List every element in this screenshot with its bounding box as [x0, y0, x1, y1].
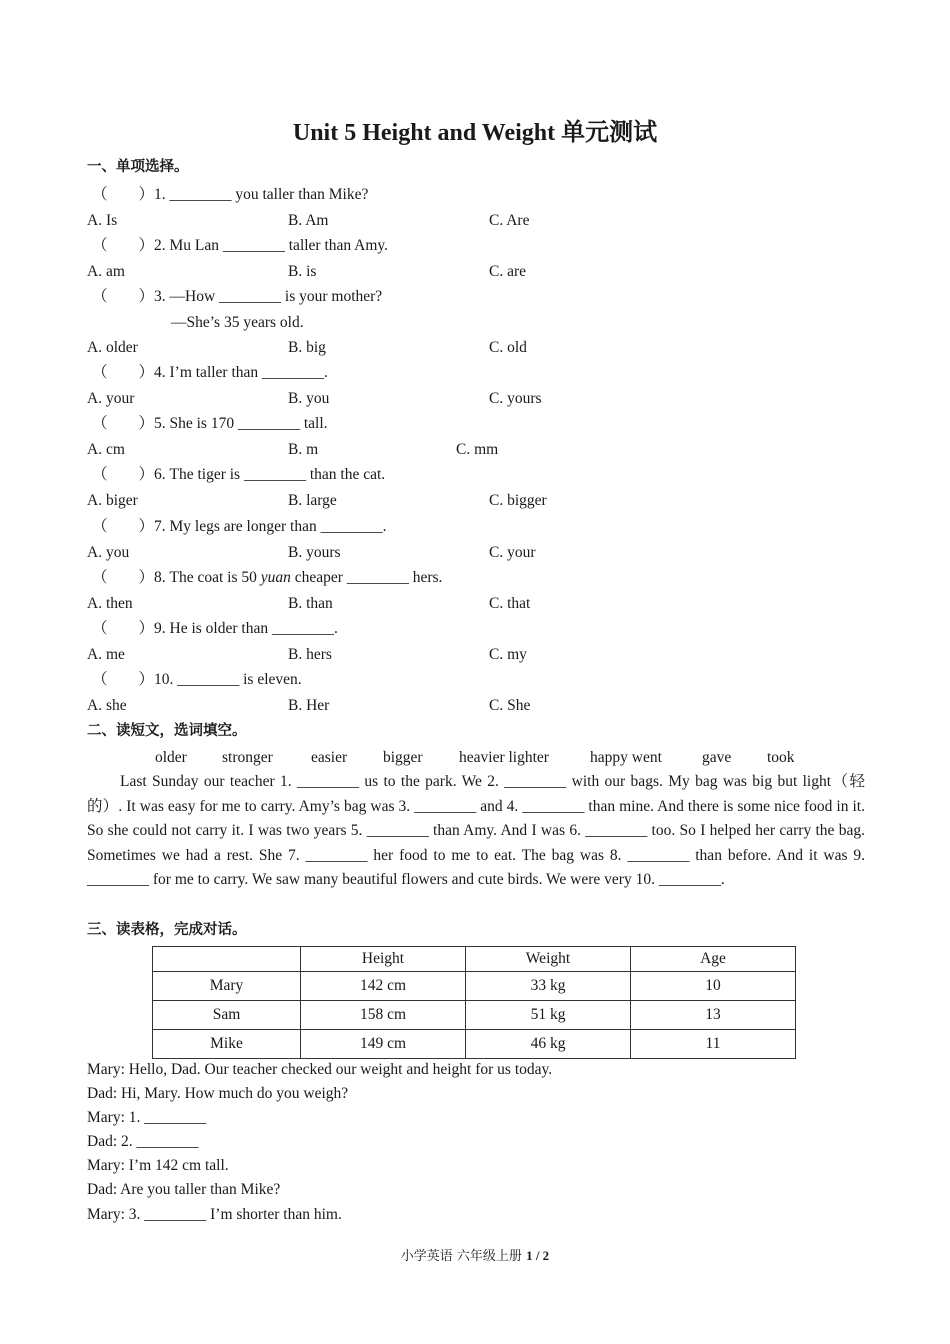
- question-9-option-b: B. hers: [288, 646, 332, 663]
- table-cell: 158 cm: [301, 1001, 466, 1030]
- table-cell: 33 kg: [466, 972, 631, 1001]
- dialogue-line: Dad: Are you taller than Mike?: [87, 1181, 281, 1198]
- word-bank-item: gave: [702, 749, 732, 766]
- question-2-option-c: C. are: [489, 263, 527, 280]
- question-5-option-b: B. m: [288, 441, 319, 458]
- question-6-option-b: B. large: [288, 492, 337, 509]
- question-4-option-b: B. you: [288, 390, 330, 407]
- question-1-option-c: C. Are: [489, 212, 530, 229]
- question-6-option-a: A. biger: [87, 492, 138, 509]
- table-cell: 13: [631, 1001, 796, 1030]
- table-cell: 142 cm: [301, 972, 466, 1001]
- question-9-option-c: C. my: [489, 646, 527, 663]
- word-bank-item: took: [767, 749, 795, 766]
- question-9-stem: （ ）9. He is older than ________.: [92, 620, 338, 637]
- question-1-option-b: B. Am: [288, 212, 329, 229]
- question-4-option-c: C. yours: [489, 390, 542, 407]
- table-row: [153, 1001, 796, 1030]
- question-8-option-a: A. then: [87, 595, 133, 612]
- question-10-option-a: A. she: [87, 697, 127, 714]
- word-bank-item: bigger: [383, 749, 423, 766]
- question-3-option-c: C. old: [489, 339, 527, 356]
- word-bank-item: heavier lighter: [459, 749, 549, 766]
- question-9-option-a: A. me: [87, 646, 125, 663]
- info-table: [152, 946, 796, 1059]
- question-5-option-a: A. cm: [87, 441, 125, 458]
- question-1-option-a: A. Is: [87, 212, 118, 229]
- page-footer: 小学英语 六年级上册 1 / 2: [400, 1248, 550, 1264]
- table-header-cell: Age: [631, 947, 796, 972]
- page-title: Unit 5 Height and Weight 单元测试: [292, 120, 658, 146]
- section-3-heading: 三、读表格，完成对话。: [87, 922, 247, 938]
- table-cell: Mary: [153, 972, 301, 1001]
- question-2-stem: （ ）2. Mu Lan ________ taller than Amy.: [92, 237, 389, 254]
- table-cell: Sam: [153, 1001, 301, 1030]
- question-3-stem: （ ）3. —How ________ is your mother?: [92, 288, 383, 305]
- table-row: [153, 1030, 796, 1059]
- table-cell: 51 kg: [466, 1001, 631, 1030]
- reading-passage: Last Sunday our teacher 1. ________ us to the park. We 2. ________ with our bags. My bag was big but light（轻的）. It was easy for me to carry. Amy’s bag was 3. ________ and 4. ________ than mine. And there is some nice food in it. So she could not carry it. I was two years 5. ________ than Amy. And I was 6. ________ too. So I helped her carry the bag. Sometimes we had a rest. She 7. ________ her food to me to eat. The bag was 8. ________ than before. And it was 9. ________ for me to carry. We saw many beautiful flowers and cute birds. We were very 10. ________.: [87, 773, 865, 889]
- question-8-option-b: B. than: [288, 595, 333, 612]
- question-1-stem: （ ）1. ________ you taller than Mike?: [92, 186, 369, 203]
- question-6-stem: （ ）6. The tiger is ________ than the cat.: [92, 466, 386, 483]
- table-cell: 149 cm: [301, 1030, 466, 1059]
- table-header-row: [153, 947, 796, 972]
- page-number: 1 / 2: [526, 1248, 550, 1263]
- question-7-option-a: A. you: [87, 544, 130, 561]
- question-2-option-a: A. am: [87, 263, 125, 280]
- section-1-heading: 一、单项选择。: [87, 159, 189, 175]
- question-6-option-c: C. bigger: [489, 492, 547, 509]
- question-5-stem: （ ）5. She is 170 ________ tall.: [92, 415, 328, 432]
- word-bank-item: stronger: [222, 749, 273, 766]
- table-cell: 11: [631, 1030, 796, 1059]
- question-4-option-a: A. your: [87, 390, 135, 407]
- table-cell: 10: [631, 972, 796, 1001]
- question-4-stem: （ ）4. I’m taller than ________.: [92, 364, 328, 381]
- question-3-option-a: A. older: [87, 339, 138, 356]
- question-5-option-c: C. mm: [456, 441, 499, 458]
- table-cell: Mike: [153, 1030, 301, 1059]
- dialogue-line: Mary: 3. ________ I’m shorter than him.: [87, 1206, 342, 1223]
- section-2-heading: 二、读短文，选词填空。: [87, 723, 247, 739]
- question-7-option-c: C. your: [489, 544, 536, 561]
- dialogue-line: Mary: Hello, Dad. Our teacher checked our weight and height for us today.: [87, 1061, 553, 1078]
- question-3-stem-line-2: —She’s 35 years old.: [171, 314, 304, 331]
- word-bank-item: happy went: [590, 749, 662, 766]
- word-bank-item: easier: [311, 749, 348, 766]
- question-7-stem: （ ）7. My legs are longer than ________.: [92, 518, 387, 535]
- table-header-cell: [153, 947, 301, 972]
- question-8-stem: （ ）8. The coat is 50 yuan cheaper ________ hers.: [92, 569, 443, 586]
- question-10-stem: （ ）10. ________ is eleven.: [92, 671, 302, 688]
- dialogue-line: Dad: Hi, Mary. How much do you weigh?: [87, 1085, 349, 1102]
- question-2-option-b: B. is: [288, 263, 317, 280]
- table-header-cell: Weight: [466, 947, 631, 972]
- dialogue-line: Mary: 1. ________: [87, 1109, 207, 1126]
- dialogue-line: Mary: I’m 142 cm tall.: [87, 1157, 229, 1174]
- question-10-option-b: B. Her: [288, 697, 330, 714]
- table-row: [153, 972, 796, 1001]
- question-10-option-c: C. She: [489, 697, 531, 714]
- word-bank-item: older: [155, 749, 187, 766]
- dialogue-line: Dad: 2. ________: [87, 1133, 199, 1150]
- table-cell: 46 kg: [466, 1030, 631, 1059]
- question-8-option-c: C. that: [489, 595, 531, 612]
- table-header-cell: Height: [301, 947, 466, 972]
- question-3-option-b: B. big: [288, 339, 326, 356]
- question-7-option-b: B. yours: [288, 544, 341, 561]
